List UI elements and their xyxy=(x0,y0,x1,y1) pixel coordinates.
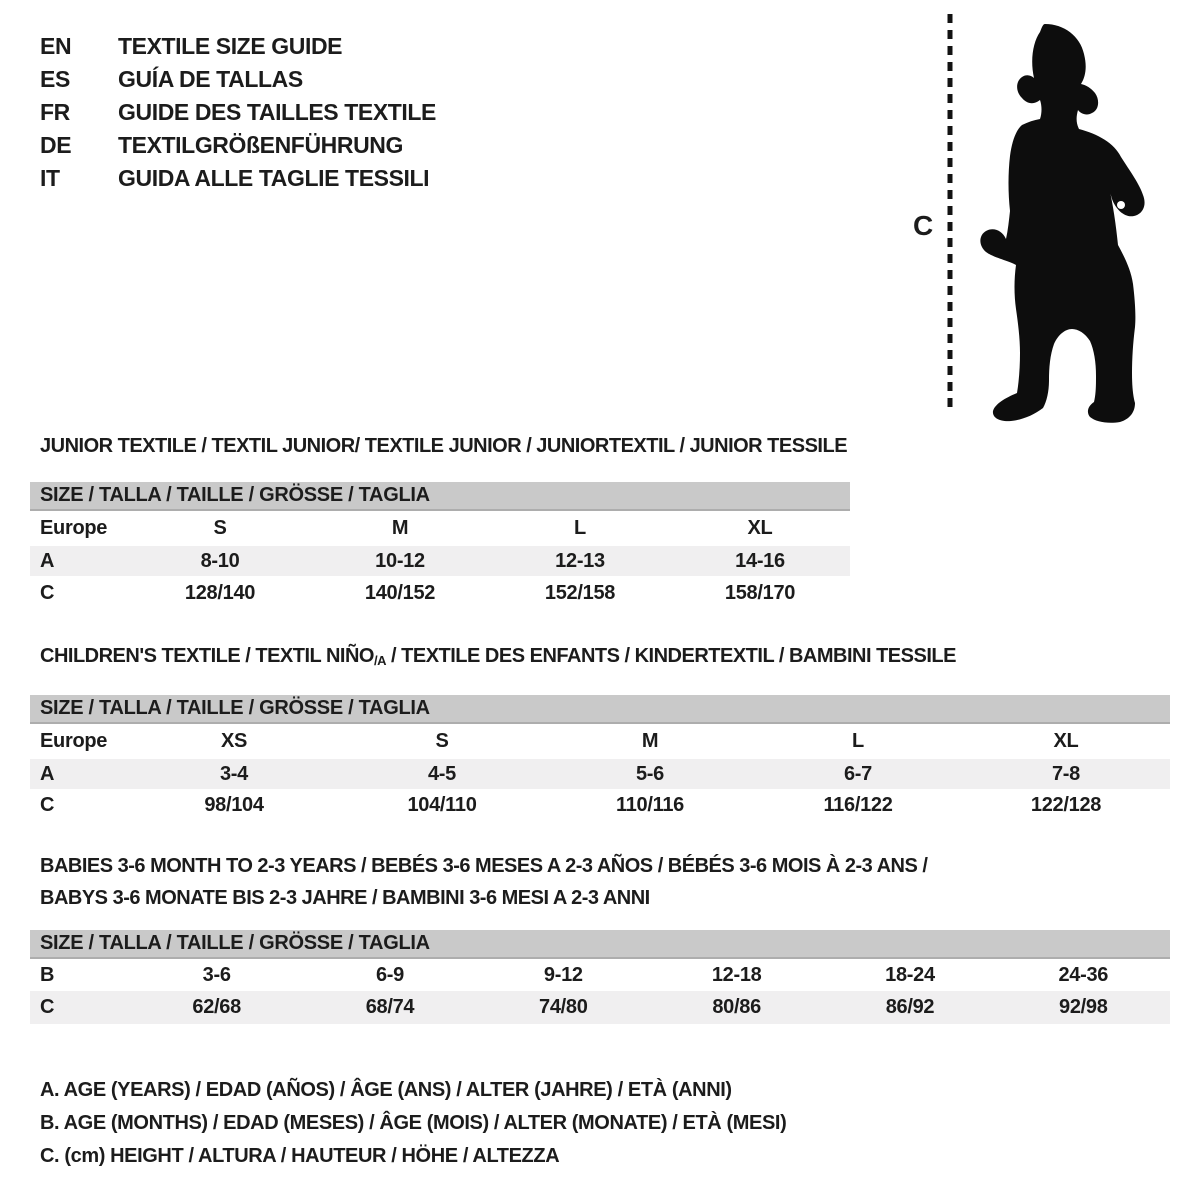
table-row-months xyxy=(30,959,1170,991)
height-cell: 92/98 xyxy=(1059,996,1108,1018)
table-row-age xyxy=(30,546,850,576)
size-cell: XL xyxy=(747,517,773,539)
size-cell: L xyxy=(574,517,586,539)
babies-heading-line1: BABIES 3-6 MONTH TO 2-3 YEARS / BEBÉS 3-6 MESES A 2-3 AÑOS / BÉBÉS 3-6 MOIS À 2-3 ANS / xyxy=(40,855,928,877)
height-cell: 68/74 xyxy=(365,996,415,1018)
language-code: EN xyxy=(40,33,72,59)
size-header-bar xyxy=(30,930,1170,959)
language-row-fr xyxy=(40,96,436,129)
language-code: DE xyxy=(40,132,72,158)
height-cell: 152/158 xyxy=(544,581,616,604)
age-cell: 7-8 xyxy=(1051,762,1080,785)
guide-title-es: GUÍA DE TALLAS xyxy=(118,66,303,92)
row-label: Europe xyxy=(40,517,108,539)
age-cell: 8-10 xyxy=(200,549,240,572)
size-header-label: SIZE / TALLA / TAILLE / GRÖSSE / TAGLIA xyxy=(40,697,430,719)
months-cell: 6-9 xyxy=(375,963,404,986)
age-cell: 12-13 xyxy=(555,549,605,572)
size-cell: S xyxy=(435,730,449,752)
row-label: A xyxy=(40,762,55,785)
table-row-height xyxy=(30,576,850,610)
junior-section-heading: JUNIOR TEXTILE / TEXTIL JUNIOR/ TEXTILE JUNIOR / JUNIORTEXTIL / JUNIOR TESSILE xyxy=(40,435,848,457)
language-code: FR xyxy=(40,99,70,125)
legend xyxy=(40,1074,786,1173)
size-header-label: SIZE / TALLA / TAILLE / GRÖSSE / TAGLIA xyxy=(40,932,430,954)
row-label: C xyxy=(40,794,55,816)
height-cell: 122/128 xyxy=(1030,794,1102,816)
language-row-it xyxy=(40,162,436,195)
table-row-age xyxy=(30,759,1170,789)
legend-line-c: C. (cm) HEIGHT / ALTURA / HAUTEUR / HÖHE / ALTEZZA xyxy=(40,1145,560,1167)
babies-section-heading xyxy=(40,850,927,914)
table-row-europe xyxy=(30,511,850,546)
legend-line-b: B. AGE (MONTHS) / EDAD (MESES) / ÂGE (MOIS) / ALTER (MONATE) / ETÀ (MESI) xyxy=(40,1112,787,1134)
children-heading-part1: CHILDREN'S TEXTILE / TEXTIL NIÑO xyxy=(40,645,374,667)
guide-title-fr: GUIDE DES TAILLES TEXTILE xyxy=(118,99,436,125)
junior-size-table xyxy=(30,482,850,610)
height-cell: 158/170 xyxy=(724,581,796,604)
height-cell: 140/152 xyxy=(364,581,436,604)
months-cell: 24-36 xyxy=(1058,963,1109,986)
row-label: C xyxy=(40,996,55,1018)
age-cell: 14-16 xyxy=(735,549,785,572)
height-measure-figure xyxy=(900,8,1160,423)
age-cell: 6-7 xyxy=(843,762,872,785)
legend-line-a: A. AGE (YEARS) / EDAD (AÑOS) / ÂGE (ANS) / ALTER (JAHRE) / ETÀ (ANNI) xyxy=(40,1079,732,1101)
table-row-height xyxy=(30,991,1170,1024)
height-cell: 104/110 xyxy=(407,794,477,816)
size-cell: M xyxy=(391,517,409,539)
age-cell: 3-4 xyxy=(219,762,248,785)
table-row-height xyxy=(30,789,1170,822)
row-label: A xyxy=(40,549,55,572)
age-cell: 4-5 xyxy=(427,762,456,785)
size-header-bar xyxy=(30,482,850,511)
language-row-en xyxy=(40,30,436,63)
language-row-de xyxy=(40,129,436,162)
height-cell: 86/92 xyxy=(885,996,935,1018)
row-label: B xyxy=(40,963,55,986)
children-heading-part2: / TEXTILE DES ENFANTS / KINDERTEXTIL / BAMBINI TESSILE xyxy=(385,645,956,667)
size-cell: XL xyxy=(1053,730,1079,752)
language-title-list xyxy=(40,30,436,195)
children-section-heading xyxy=(40,645,956,668)
size-cell: M xyxy=(641,730,659,752)
language-code: IT xyxy=(40,165,60,191)
size-cell: S xyxy=(213,517,227,539)
table-row-europe xyxy=(30,724,1170,759)
height-cell: 74/80 xyxy=(539,996,588,1018)
language-row-es xyxy=(40,63,436,96)
children-size-table xyxy=(30,695,1170,822)
months-cell: 3-6 xyxy=(202,963,231,986)
height-cell: 116/122 xyxy=(823,794,893,816)
guide-title-en: TEXTILE SIZE GUIDE xyxy=(118,33,343,59)
toddler-silhouette-icon xyxy=(900,8,1160,423)
row-label: Europe xyxy=(40,730,108,752)
age-cell: 5-6 xyxy=(635,762,664,785)
row-label: C xyxy=(40,581,55,604)
measure-c-label: C xyxy=(913,210,933,241)
size-header-bar xyxy=(30,695,1170,724)
size-cell: L xyxy=(852,730,864,752)
babies-size-table xyxy=(30,930,1170,1024)
months-cell: 18-24 xyxy=(885,963,935,986)
height-cell: 62/68 xyxy=(192,996,241,1018)
months-cell: 12-18 xyxy=(711,963,762,986)
height-cell: 110/116 xyxy=(616,794,684,816)
size-cell: XS xyxy=(220,730,248,752)
height-cell: 98/104 xyxy=(204,794,264,816)
height-cell: 80/86 xyxy=(712,996,761,1018)
guide-title-de: TEXTILGRÖßENFÜHRUNG xyxy=(118,132,403,158)
size-header-label: SIZE / TALLA / TAILLE / GRÖSSE / TAGLIA xyxy=(40,484,430,506)
hand-curl-detail xyxy=(1117,201,1125,209)
children-heading-subscript: /A xyxy=(373,653,386,668)
age-cell: 10-12 xyxy=(375,549,425,572)
toddler-silhouette-path xyxy=(980,24,1144,423)
height-cell: 128/140 xyxy=(184,581,256,604)
guide-title-it: GUIDA ALLE TAGLIE TESSILI xyxy=(118,165,430,191)
months-cell: 9-12 xyxy=(543,963,583,986)
babies-heading-line2: BABYS 3-6 MONATE BIS 2-3 JAHRE / BAMBINI 3-6 MESI A 2-3 ANNI xyxy=(40,887,650,909)
language-code: ES xyxy=(40,66,70,92)
